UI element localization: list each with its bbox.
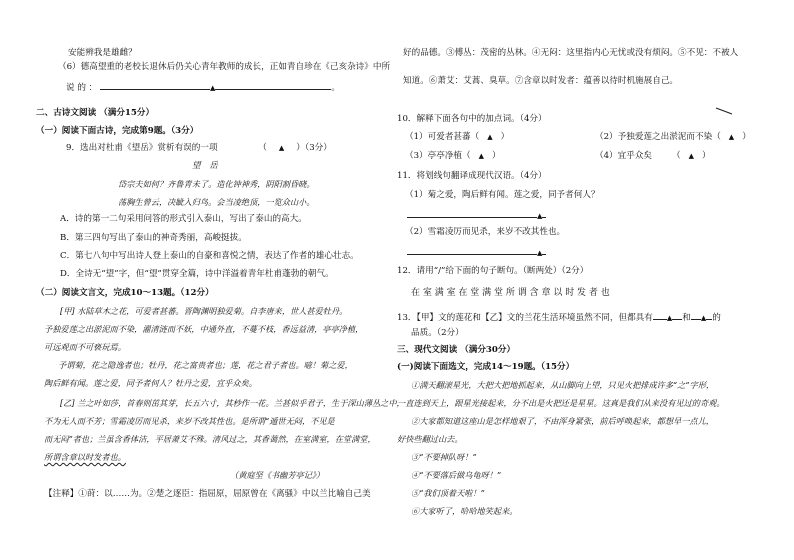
triangle-icon: ▲ bbox=[537, 249, 543, 257]
triangle-icon: ▲ bbox=[700, 314, 707, 322]
q12: 12．请用“/”给下面的句子断句。（断两处）（2分） bbox=[397, 266, 589, 276]
triangle-icon: ▲ bbox=[209, 84, 216, 92]
passage-jia-line: 予独爱莲之出淤泥而不染，濯清涟而不妖，中通外直，不蔓不枝，香远益清，亭亭净植， bbox=[44, 324, 364, 334]
q13: 13．【甲】文的莲花和【乙】文的兰花生活环境虽然不同，但都具有 ▲ 和 ▲ 的 bbox=[397, 310, 721, 324]
stray-pen-mark bbox=[715, 107, 733, 115]
option-c: C．第七八句中写出诗人登上泰山的自豪和喜悦之情，表达了作者的雄心壮志。 bbox=[60, 251, 359, 261]
option-a: A．诗的第一二句采用问答的形式引入泰山，写出了泰山的高大。 bbox=[60, 214, 307, 224]
passage-jia-line: 予谓菊，花之隐逸者也；牡丹，花之富贵者也；莲，花之君子者也。噫！菊之爱， bbox=[58, 360, 353, 370]
poem-line: 荡胸生曾云，决眦入归鸟。会当凌绝顶，一览众山小。 bbox=[118, 197, 315, 207]
answer-blank[interactable] bbox=[407, 208, 537, 218]
passage-source: （黄庭坚《书幽芳亭记》） bbox=[230, 470, 325, 480]
q11-answer-line-1 bbox=[407, 208, 546, 222]
section-2-title: 二、古诗文阅读 （满分15分） bbox=[36, 108, 155, 118]
annotation-note-cont: 好的品德。③傅丛：茂密的丛林。④无闷：这里指内心无忧或没有烦闷。⑤不见：不被人 bbox=[403, 48, 739, 58]
q6-line2: 说 的 ： ▲ 。 bbox=[66, 80, 340, 94]
q11-item-1: （1）菊之爱，陶后鲜有闻。莲之爱，同予者何人？ bbox=[405, 190, 600, 200]
q9: 9．选出对杜甫《望岳》赏析有误的一项 （ ▲ ）（3分） bbox=[66, 143, 332, 153]
passage-line: ⑥大家听了，哈哈地笑起来。 bbox=[411, 506, 518, 516]
q10-item-1: （1）可爱者甚蕃（ ▲ ） bbox=[405, 132, 510, 142]
passage-yi-line: [乙] 兰之叶如莎，首春则茁其芽，长五六寸，其杪作一花。兰甚似乎君子，生于深山薄丛之中， bbox=[60, 398, 405, 408]
answer-blank[interactable] bbox=[691, 310, 701, 320]
subsection-3-title: (一)阅读下面选文，完成14～19题。（15分） bbox=[397, 362, 575, 372]
passage-jia-line: [甲] 水陆草木之花，可爱者甚蕃。晋陶渊明独爱菊。自李唐来，世人甚爱牡丹。 bbox=[60, 306, 348, 316]
q10-item-2: （2）予独爱莲之出淤泥而不染（ ▲ ） bbox=[595, 132, 751, 142]
q12-text: 在 室 满 室 在 堂 满 堂 所 谓 含 章 以 时 发 者 也 bbox=[411, 288, 610, 298]
triangle-icon: ▲ bbox=[278, 144, 285, 152]
poem-title: 望 岳 bbox=[192, 161, 218, 171]
passage-line: ④“不要落后做乌龟呀！” bbox=[411, 470, 502, 480]
q10-item-3: （3）亭亭净植（ ▲ ） bbox=[405, 151, 501, 161]
passage-yi-line: 所谓含章以时发者也。 bbox=[44, 452, 126, 462]
triangle-icon: ▲ bbox=[487, 133, 493, 141]
triangle-icon: ▲ bbox=[537, 212, 543, 220]
subsection-1-title: （一）阅读下面古诗，完成第9题。（3分） bbox=[36, 126, 199, 136]
passage-line: ③“不要掉队呀！” bbox=[411, 452, 477, 462]
passage-line: 好快些翻过山去。 bbox=[397, 434, 463, 444]
annotation-note: 【注释】①莳：以……为。②楚之逐臣：指屈原，屈原曾在《离骚》中以兰比喻自己美 bbox=[44, 489, 371, 499]
annotation-note-cont: 知道。⑥萧艾：艾蒿、臭草。⑦含章以时发者：蕴善以待时机施展自己。 bbox=[403, 76, 679, 86]
q11-item-2: （2）雪霜凌厉而见杀，来岁不改其性也。 bbox=[405, 227, 566, 237]
passage-jia-line: 可远观而不可亵玩焉。 bbox=[44, 342, 126, 352]
q10: 10．解释下面各句中的加点词。（4分） bbox=[397, 114, 547, 124]
passage-line: ⑤“我们顶着天啦！” bbox=[411, 488, 485, 498]
option-b: B．第三四句写出了泰山的神奇秀丽，高峻挺拔。 bbox=[60, 233, 247, 243]
section-3-title: 三、现代文阅读 （满分30分） bbox=[397, 345, 516, 355]
triangle-icon: ▲ bbox=[478, 152, 485, 160]
option-d: D．全诗无“望”字，但“望”贯穿全篇，诗中洋溢着青年杜甫蓬勃的朝气。 bbox=[60, 269, 334, 279]
passage-line: ①满天翻滚星光，大把大把地抓起来，从山脚向上望，只见火把排成许多“之”字形， bbox=[411, 380, 715, 390]
q13-cont: 品质。（2分） bbox=[411, 328, 464, 338]
triangle-icon: ▲ bbox=[688, 152, 695, 160]
passage-line: ②大家都知道这座山是怎样地艰了，不由浑身紧张，前后呼唤起来，都想早一点儿， bbox=[411, 416, 714, 426]
passage-yi-line: 而无闷”者也；兰虽含香体洁，平居萧艾不殊。清风过之，其香蔼然，在室满室，在堂满堂， bbox=[44, 434, 376, 444]
answer-blank[interactable] bbox=[653, 310, 667, 320]
q10-item-4: （4）宜乎众矣 （ ▲ ） bbox=[595, 151, 711, 161]
q5-tail: 安能辨我是雄雌？ bbox=[68, 48, 137, 58]
answer-blank[interactable] bbox=[215, 80, 331, 90]
triangle-icon: ▲ bbox=[666, 314, 673, 322]
triangle-icon: ▲ bbox=[728, 133, 735, 141]
passage-yi-line: 不为无人而不芳；雪霜凌厉而见杀，来岁不改其性也。是所谓“遁世无闷，不见是 bbox=[44, 416, 335, 426]
answer-blank[interactable] bbox=[407, 245, 537, 255]
answer-blank[interactable] bbox=[100, 80, 210, 90]
q6-line1: （6）德高望重的老校长退休后仍关心青年教师的成长，正如青自珍在《己亥杂诗》中所 bbox=[58, 62, 391, 72]
subsection-2-title: （二）阅读文言文，完成10～13题。（12分） bbox=[36, 288, 214, 298]
poem-line: 岱宗夫如何？齐鲁青未了。造化钟神秀，阴阳割昏晓。 bbox=[118, 179, 315, 189]
passage-line: 一直连到天上，跟星光接起来，分不出是火把还是星星。这真是我们从来没有见过的奇观。 bbox=[397, 398, 725, 408]
passage-jia-line: 陶后鲜有闻。莲之爱，同予者何人？牡丹之爱，宜乎众矣。 bbox=[44, 378, 257, 388]
q11: 11．将划线句翻译成现代汉语。（4分） bbox=[397, 171, 547, 181]
q11-answer-line-2 bbox=[407, 245, 546, 259]
